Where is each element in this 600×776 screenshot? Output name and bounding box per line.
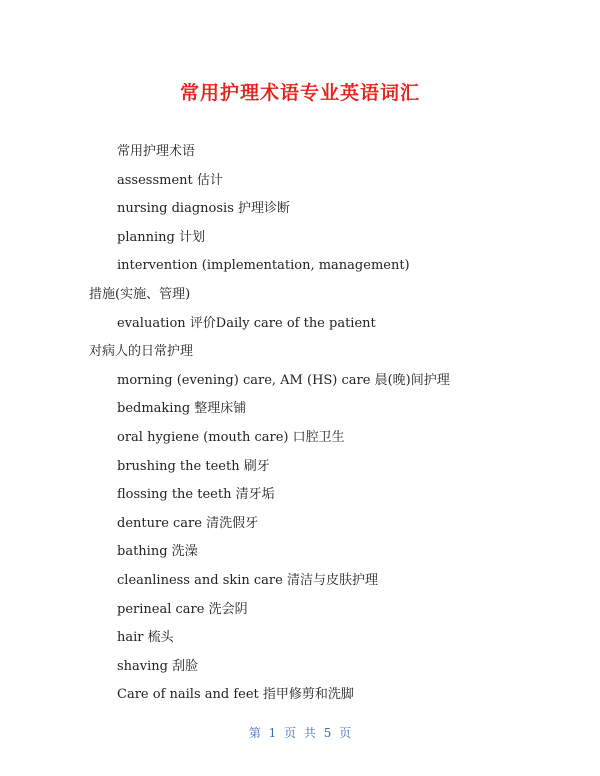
text-line: planning 计划	[117, 229, 205, 245]
text-line: shaving 刮脸	[117, 658, 199, 674]
text-line: bedmaking 整理床铺	[117, 401, 247, 417]
text-line: flossing the teeth 清牙垢	[117, 487, 275, 503]
document-title: 常用护理术语专业英语词汇	[179, 82, 420, 104]
text-line: perineal care 洗会阴	[117, 601, 248, 617]
text-line: brushing the teeth 刷牙	[117, 458, 270, 474]
document-body	[89, 138, 509, 710]
text-line: 对病人的日常护理	[89, 344, 194, 360]
text-line: hair 梳头	[117, 630, 174, 646]
text-line: intervention (implementation, management)	[117, 258, 410, 274]
text-line: evaluation 评价Daily care of the patient	[117, 315, 376, 331]
text-line: 措施(实施、管理)	[89, 286, 191, 302]
text-line: 常用护理术语	[117, 144, 196, 159]
page-footer: 第 1 页 共 5 页	[248, 726, 352, 740]
text-line: cleanliness and skin care 清洁与皮肤护理	[117, 572, 378, 588]
text-line: bathing 洗澡	[117, 544, 198, 560]
text-line: assessment 估计	[117, 172, 223, 188]
text-line: morning (evening) care, AM (HS) care 晨(晚)间护理	[117, 372, 450, 388]
text-line: Care of nails and feet 指甲修剪和洗脚	[117, 687, 354, 703]
text-line: denture care 清洗假牙	[117, 515, 259, 531]
text-line: nursing diagnosis 护理诊断	[117, 201, 290, 217]
text-line: oral hygiene (mouth care) 口腔卫生	[117, 429, 345, 445]
